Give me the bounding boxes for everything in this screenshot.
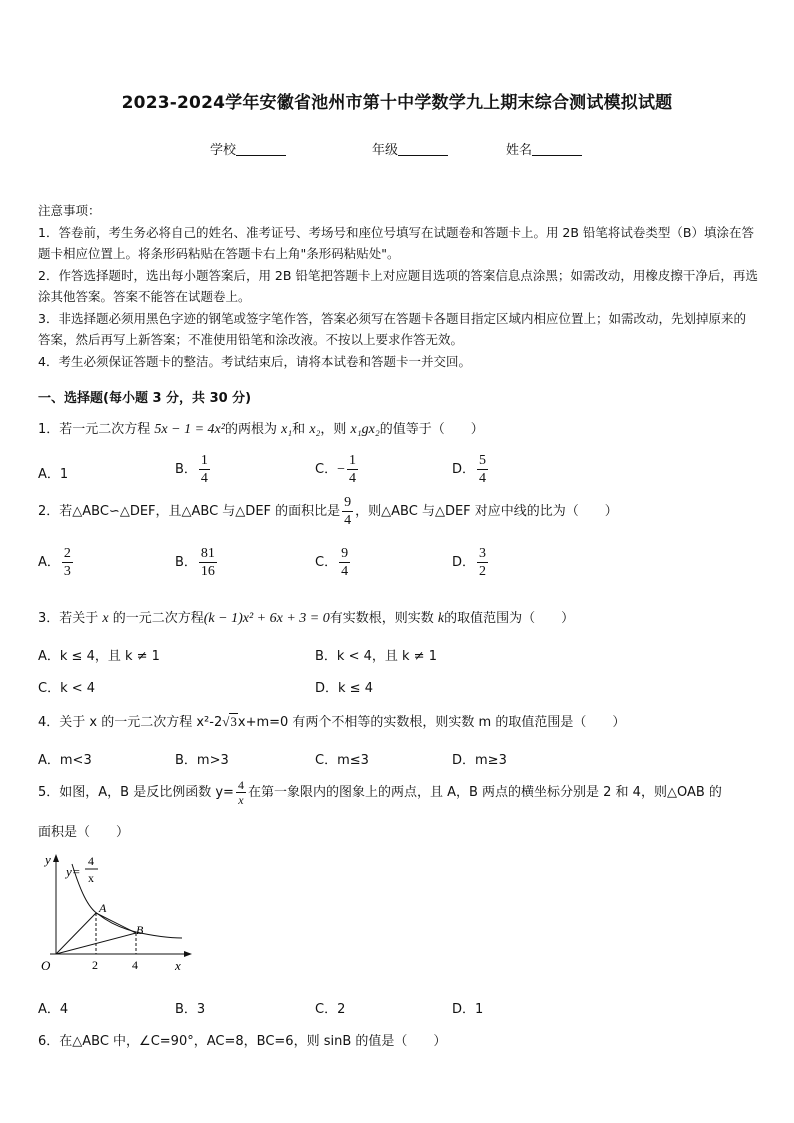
q5-figure bbox=[36, 850, 196, 978]
q1-option-d-label: D． bbox=[452, 462, 476, 477]
q1-option-d-frac: $\frac{5}{4}$ bbox=[479, 453, 487, 486]
q1-option-a[interactable]: A．1 bbox=[38, 467, 69, 482]
notice-header: 注意事项： bbox=[38, 203, 101, 218]
q1-option-c[interactable] bbox=[315, 452, 360, 487]
q2-option-a[interactable] bbox=[38, 545, 75, 580]
q4-option-b[interactable]: B．m>3 bbox=[175, 753, 229, 768]
q2-option-b-label: B． bbox=[175, 555, 197, 570]
q5-y-axis-arrow bbox=[53, 854, 59, 862]
grade-blank bbox=[398, 143, 448, 156]
grade-field bbox=[372, 139, 448, 158]
name-label: 姓名 bbox=[506, 143, 533, 158]
q5-func-lhs: y= bbox=[66, 864, 81, 879]
question-5 bbox=[38, 778, 722, 807]
q3-option-a[interactable]: A．k ≤ 4，且 k ≠ 1 bbox=[38, 649, 160, 664]
q3-var-k: k bbox=[437, 611, 445, 626]
q5-func-num: 4 bbox=[88, 854, 94, 868]
notice-item-2: 2．作答选择题时，选出每小题答案后，用 2B 铅笔把答题卡上对应题目选项的答案信息点涂黑；如需改动，用橡皮擦干净后，再选涂其他答案。答案不能答在试题卷上。 bbox=[38, 267, 758, 304]
q1-option-b-frac: $\frac{1}{4}$ bbox=[200, 453, 208, 486]
school-field bbox=[210, 139, 286, 158]
q1-option-b[interactable] bbox=[175, 452, 212, 487]
school-label: 学校 bbox=[210, 143, 237, 158]
q1-and: 和 bbox=[292, 422, 310, 437]
question-4 bbox=[38, 711, 625, 730]
q4-sqrt: √3 bbox=[222, 714, 237, 729]
q3-option-c[interactable]: C．k < 4 bbox=[38, 681, 96, 696]
q5-segment-oa bbox=[56, 913, 96, 954]
question-6: 6．在△ABC 中，∠C=90°，AC=8，BC=6，则 sinB 的值是（ ） bbox=[38, 1034, 447, 1049]
q1-stem-start: 1．若一元二次方程 bbox=[38, 422, 155, 437]
question-1 bbox=[38, 418, 484, 438]
page-title: 2023-2024学年安徽省池州市第十中学数学九上期末综合测试模拟试题 bbox=[121, 93, 673, 113]
q2-option-d[interactable] bbox=[452, 545, 490, 580]
q4-option-a[interactable]: A．m<3 bbox=[38, 753, 92, 768]
q5-tick-2: 2 bbox=[92, 958, 98, 972]
q1-option-d[interactable] bbox=[452, 452, 490, 487]
q1-option-c-frac: $\frac{1}{4}$ bbox=[348, 453, 356, 486]
q1-stem-post: ，则 bbox=[320, 422, 351, 437]
q5-stem-end: 在第一象限内的图象上的两点，且 A，B 两点的横坐标分别是 2 和 4，则△OAB 的 bbox=[247, 785, 722, 800]
q3-stem-post: 有实数根，则实数 bbox=[329, 611, 438, 626]
section-heading: 一、选择题(每小题 3 分，共 30 分) bbox=[38, 391, 252, 406]
q5-point-a-label: A bbox=[99, 901, 107, 915]
q1-option-c-label: C． bbox=[315, 462, 338, 477]
q5-option-c[interactable]: C．2 bbox=[315, 1002, 346, 1017]
q4-stem-start: 4．关于 x 的一元二次方程 x²-2 bbox=[38, 715, 223, 730]
q2-option-c[interactable] bbox=[315, 545, 352, 580]
q5-stem-start: 5．如图，A，B 是反比例函数 y= bbox=[38, 785, 234, 800]
notice-item-1: 1．答卷前，考生务必将自己的姓名、准考证号、考场号和座位号填写在试题卷和答题卡上。用 2B 铅笔将试卷类型（B）填涂在答题卡相应位置上。将条形码粘贴在答题卡右上角"条形码粘贴处"。 bbox=[38, 224, 755, 261]
q2-option-c-label: C． bbox=[315, 555, 338, 570]
q3-option-b[interactable]: B．k < 4，且 k ≠ 1 bbox=[315, 649, 437, 664]
q1-x2: x₂ bbox=[309, 422, 321, 437]
q5-option-b[interactable]: B．3 bbox=[175, 1002, 206, 1017]
q5-tick-4: 4 bbox=[132, 958, 138, 972]
q2-area-ratio: $\frac{9}{4}$ bbox=[344, 495, 352, 528]
school-blank bbox=[236, 143, 286, 156]
notice-block bbox=[38, 200, 758, 372]
q4-stem-end: x+m=0 有两个不相等的实数根，则实数 m 的取值范围是（ ） bbox=[237, 715, 626, 730]
q3-stem-mid: 的一元二次方程 bbox=[108, 611, 204, 626]
question-2 bbox=[38, 494, 618, 529]
q5-segment-ab bbox=[96, 913, 136, 933]
q2-option-c-frac: $\frac{9}{4}$ bbox=[341, 546, 349, 579]
q2-option-b-frac: $\frac{81}{16}$ bbox=[200, 546, 215, 579]
q2-option-a-label: A． bbox=[38, 555, 60, 570]
q5-stem-line2: 面积是（ ） bbox=[38, 825, 130, 840]
q5-function-frac: $\frac{4}{x}$ bbox=[237, 778, 244, 807]
q5-option-d[interactable]: D．1 bbox=[452, 1002, 484, 1017]
q5-option-a[interactable]: A．4 bbox=[38, 1002, 69, 1017]
grade-label: 年级 bbox=[372, 143, 399, 158]
name-blank bbox=[532, 143, 582, 156]
q1-option-c-sign: − bbox=[337, 462, 345, 477]
notice-item-4: 4．考生必须保证答题卡的整洁。考试结束后，请将本试卷和答题卡一并交回。 bbox=[38, 353, 471, 369]
q5-x-label: x bbox=[175, 958, 181, 973]
q2-stem-start: 2．若△ABC∽△DEF，且△ABC 与△DEF 的面积比是 bbox=[38, 504, 341, 519]
name-field bbox=[506, 139, 582, 158]
question-3 bbox=[38, 607, 574, 627]
q1-x1: x₁ bbox=[281, 422, 293, 437]
q1-product: x₁gx₂ bbox=[350, 422, 380, 437]
q4-option-c[interactable]: C．m≤3 bbox=[315, 753, 369, 768]
q5-x-axis-arrow bbox=[184, 951, 192, 957]
q5-origin-label: O bbox=[41, 958, 51, 973]
q1-option-b-label: B． bbox=[175, 462, 197, 477]
q4-option-d[interactable]: D．m≥3 bbox=[452, 753, 507, 768]
q5-y-label: y bbox=[45, 852, 51, 867]
q2-option-b[interactable] bbox=[175, 545, 219, 580]
q1-stem-end: 的值等于（ ） bbox=[379, 422, 484, 437]
q5-func-den: x bbox=[88, 871, 94, 885]
q3-var-x: x bbox=[102, 611, 109, 626]
q5-point-b-label: B bbox=[136, 923, 144, 937]
q1-equation: 5x − 1 = 4x² bbox=[154, 422, 225, 437]
notice-item-3: 3．非选择题必须用黑色字迹的钢笔或签字笔作答，答案必须写在答题卡各题目指定区域内相应位置上；如需改动，先划掉原来的答案，然后再写上新答案；不准使用铅笔和涂改液。不按以上要求作答无效。 bbox=[38, 310, 746, 347]
q3-stem-end: 的取值范围为（ ） bbox=[444, 611, 575, 626]
q2-option-a-frac: $\frac{2}{3}$ bbox=[63, 546, 71, 579]
q2-option-d-label: D． bbox=[452, 555, 476, 570]
q2-option-d-frac: $\frac{3}{2}$ bbox=[479, 546, 487, 579]
q1-stem-mid: 的两根为 bbox=[224, 422, 282, 437]
q2-stem-end: ，则△ABC 与△DEF 对应中线的比为（ ） bbox=[355, 504, 618, 519]
q3-stem-start: 3．若关于 bbox=[38, 611, 103, 626]
q3-equation: (k − 1)x² + 6x + 3 = 0 bbox=[203, 611, 330, 626]
q3-option-d[interactable]: D．k ≤ 4 bbox=[315, 681, 373, 696]
